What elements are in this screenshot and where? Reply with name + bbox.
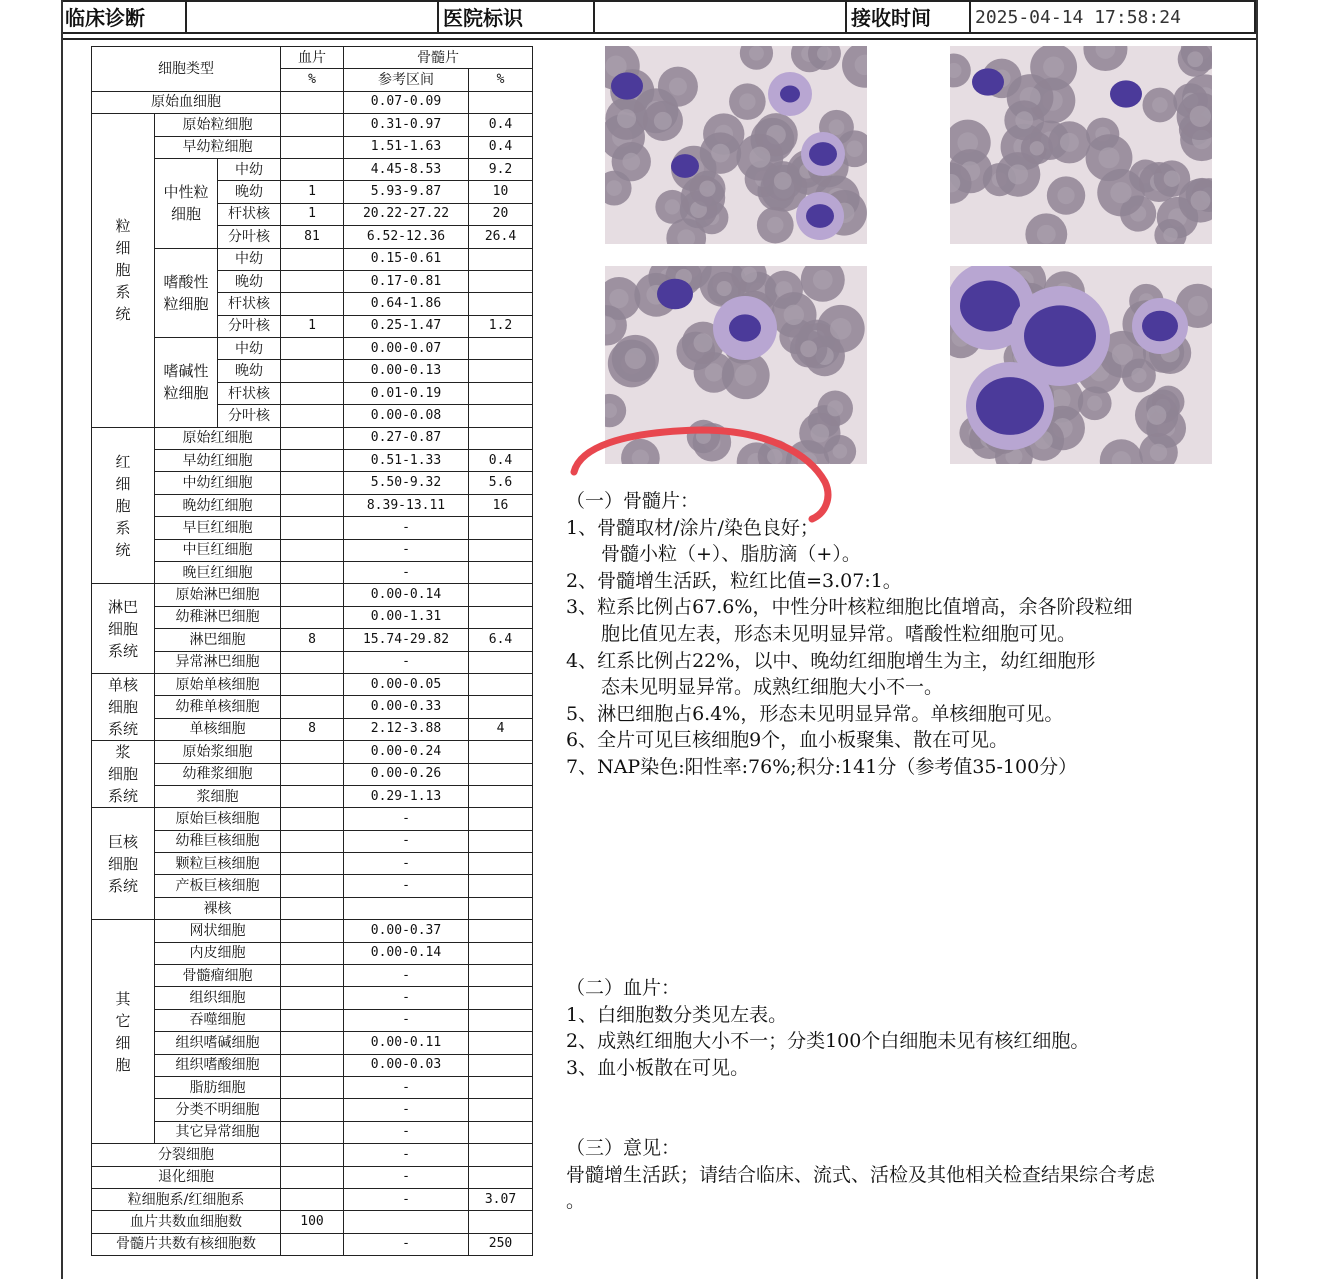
blood-pct-cell	[281, 673, 344, 695]
ref-range-cell: -	[344, 1009, 469, 1031]
ref-range-cell: 1.51-1.63	[344, 136, 469, 158]
blood-pct-cell	[281, 158, 344, 180]
cell-type-name: 中幼	[218, 248, 281, 270]
marrow-pct-cell: 0.4	[469, 450, 533, 472]
ref-range-cell: 0.00-1.31	[344, 606, 469, 628]
blood-pct-cell	[281, 338, 344, 360]
table-row	[92, 897, 533, 919]
table-row	[92, 763, 533, 785]
ref-range-cell: -	[344, 1188, 469, 1210]
table-row	[92, 472, 533, 494]
cell-type-name: 晚幼	[218, 270, 281, 292]
marrow-pct-cell	[469, 1032, 533, 1054]
cell-type-name: 骨髓瘤细胞	[155, 965, 281, 987]
ref-range-cell: 5.50-9.32	[344, 472, 469, 494]
marrow-pct-cell	[469, 808, 533, 830]
ref-range-cell: 5.93-9.87	[344, 181, 469, 203]
marrow-line: 骨髓小粒（+）、脂肪滴（+）。	[601, 543, 861, 566]
table-row	[92, 718, 533, 740]
group-neutrophil: 中性粒 细胞	[155, 158, 218, 248]
table-row	[92, 494, 533, 516]
marrow-pct-cell	[469, 561, 533, 583]
table-row	[92, 965, 533, 987]
ref-range-cell: -	[344, 1121, 469, 1143]
ref-range-cell: 4.45-8.53	[344, 158, 469, 180]
ref-range-cell: 0.00-0.14	[344, 584, 469, 606]
marrow-pct-cell	[469, 584, 533, 606]
blood-pct-cell	[281, 1032, 344, 1054]
table-row	[92, 987, 533, 1009]
blood-pct-cell	[281, 293, 344, 315]
blood-pct-cell: 81	[281, 226, 344, 248]
table-row	[92, 785, 533, 807]
cell-type-name: 原始单核细胞	[155, 673, 281, 695]
blood-line: 1、白细胞数分类见左表。	[566, 1003, 788, 1026]
blood-pct-cell	[281, 91, 344, 113]
group-plasma: 浆 细胞 系统	[92, 741, 155, 808]
ref-range-cell: -	[344, 987, 469, 1009]
micrograph-2	[950, 46, 1212, 244]
blood-pct-cell	[281, 1233, 344, 1255]
blood-pct-cell	[281, 965, 344, 987]
blood-pct-cell: 8	[281, 718, 344, 740]
marrow-pct-cell	[469, 91, 533, 113]
cell-type-name: 幼稚单核细胞	[155, 696, 281, 718]
marrow-pct-cell	[469, 360, 533, 382]
ref-range-cell: 0.00-0.13	[344, 360, 469, 382]
blood-pct-cell	[281, 830, 344, 852]
blood-pct-cell	[281, 584, 344, 606]
blood-pct-cell	[281, 427, 344, 449]
col-header-ref: 参考区间	[344, 69, 469, 91]
marrow-pct-cell	[469, 853, 533, 875]
marrow-pct-cell	[469, 987, 533, 1009]
marrow-pct-cell: 6.4	[469, 629, 533, 651]
marrow-line: 1、骨髓取材/涂片/染色良好；	[566, 516, 819, 539]
marrow-pct-cell	[469, 830, 533, 852]
col-header-marrow-pct: %	[469, 69, 533, 91]
blood-findings	[566, 975, 1089, 1081]
blood-pct-cell	[281, 1099, 344, 1121]
blood-pct-cell	[281, 808, 344, 830]
marrow-line: 7、NAP染色:阳性率:76%;积分:141分（参考值35-100分）	[566, 755, 1078, 778]
marrow-pct-cell: 9.2	[469, 158, 533, 180]
table-row	[92, 248, 533, 270]
cell-type-name: 杆状核	[218, 203, 281, 225]
marrow-pct-cell	[469, 763, 533, 785]
ref-range-cell: 0.31-0.97	[344, 114, 469, 136]
ref-range-cell: -	[344, 1233, 469, 1255]
cell-type-name: 早幼红细胞	[155, 450, 281, 472]
cell-type-name: 组织嗜酸细胞	[155, 1054, 281, 1076]
ref-range-cell: 0.64-1.86	[344, 293, 469, 315]
table-row	[92, 1166, 533, 1188]
cell-type-name: 退化细胞	[92, 1166, 281, 1188]
marrow-pct-cell	[469, 1076, 533, 1098]
marrow-pct-cell: 250	[469, 1233, 533, 1255]
blood-pct-cell	[281, 494, 344, 516]
blood-pct-cell	[281, 897, 344, 919]
ref-range-cell: 0.01-0.19	[344, 382, 469, 404]
blood-pct-cell	[281, 1054, 344, 1076]
ref-range-cell: -	[344, 808, 469, 830]
micrograph-3	[605, 266, 867, 464]
marrow-pct-cell	[469, 270, 533, 292]
table-row	[92, 673, 533, 695]
group-granulocyte: 粒 细 胞 系 统	[92, 114, 155, 427]
blood-title: （二）血片：	[566, 977, 681, 999]
cell-type-name: 原始血细胞	[92, 91, 281, 113]
ref-range-cell: 0.00-0.14	[344, 942, 469, 964]
table-row	[92, 606, 533, 628]
cell-type-name: 异常淋巴细胞	[155, 651, 281, 673]
ref-range-cell: 0.00-0.26	[344, 763, 469, 785]
cell-type-name: 中幼	[218, 338, 281, 360]
blood-pct-cell: 8	[281, 629, 344, 651]
col-header-marrow: 骨髓片	[344, 47, 533, 69]
table-row	[92, 338, 533, 360]
ref-range-cell: 0.00-0.07	[344, 338, 469, 360]
cell-type-name: 原始粒细胞	[155, 114, 281, 136]
ref-range-cell: 0.00-0.08	[344, 405, 469, 427]
table-row	[92, 1054, 533, 1076]
blood-line: 2、成熟红细胞大小不一；分类100个白细胞未见有核红细胞。	[566, 1030, 1090, 1053]
group-basophil: 嗜碱性 粒细胞	[155, 338, 218, 428]
blood-pct-cell	[281, 1076, 344, 1098]
ref-range-cell: -	[344, 1144, 469, 1166]
table-row	[92, 1099, 533, 1121]
blood-pct-cell	[281, 539, 344, 561]
micrograph-4	[950, 266, 1212, 464]
table-row	[92, 830, 533, 852]
group-lymph: 淋巴 细胞 系统	[92, 584, 155, 674]
cell-type-name: 原始浆细胞	[155, 741, 281, 763]
ref-range-cell	[344, 897, 469, 919]
table-row	[92, 1009, 533, 1031]
hospital-id-label: 医院标识	[439, 0, 595, 34]
cell-type-name: 淋巴细胞	[155, 629, 281, 651]
blood-pct-cell	[281, 382, 344, 404]
table-row	[92, 808, 533, 830]
blood-pct-cell	[281, 1144, 344, 1166]
cell-type-name: 其它异常细胞	[155, 1121, 281, 1143]
marrow-pct-cell: 0.4	[469, 114, 533, 136]
blood-pct-cell	[281, 270, 344, 292]
blood-pct-cell	[281, 741, 344, 763]
blood-pct-cell: 1	[281, 181, 344, 203]
ref-range-cell: -	[344, 853, 469, 875]
marrow-pct-cell	[469, 920, 533, 942]
cell-type-name: 组织嗜碱细胞	[155, 1032, 281, 1054]
ref-range-cell: -	[344, 1076, 469, 1098]
ref-range-cell: 0.51-1.33	[344, 450, 469, 472]
blood-pct-cell	[281, 248, 344, 270]
group-mono: 单核 细胞 系统	[92, 673, 155, 740]
marrow-pct-cell	[469, 1009, 533, 1031]
blood-pct-cell	[281, 450, 344, 472]
receive-time-value: 2025-04-14 17:58:24	[971, 0, 1256, 34]
marrow-pct-cell: 10	[469, 181, 533, 203]
ref-range-cell: -	[344, 875, 469, 897]
ref-range-cell: 0.25-1.47	[344, 315, 469, 337]
cell-type-name: 原始淋巴细胞	[155, 584, 281, 606]
table-row	[92, 741, 533, 763]
opinion	[566, 1135, 1155, 1215]
table-row	[92, 517, 533, 539]
marrow-line: 3、粒系比例占67.6%，中性分叶核粒细胞比值增高，余各阶段粒细	[566, 596, 1133, 619]
table-row	[92, 584, 533, 606]
marrow-pct-cell	[469, 248, 533, 270]
group-other: 其 它 细 胞	[92, 920, 155, 1144]
ref-range-cell: 0.15-0.61	[344, 248, 469, 270]
blood-pct-cell	[281, 696, 344, 718]
marrow-line: 6、全片可见巨核细胞9个，血小板聚集、散在可见。	[566, 729, 1009, 752]
table-row	[92, 91, 533, 113]
cell-type-name: 晚幼	[218, 360, 281, 382]
cell-type-name: 原始巨核细胞	[155, 808, 281, 830]
blood-pct-cell	[281, 763, 344, 785]
marrow-pct-cell: 1.2	[469, 315, 533, 337]
marrow-title: （一）骨髓片：	[566, 490, 700, 512]
marrow-line: 胞比值见左表，形态未见明显异常。嗜酸性粒细胞可见。	[601, 622, 1077, 645]
marrow-pct-cell	[469, 1166, 533, 1188]
marrow-pct-cell: 4	[469, 718, 533, 740]
blood-pct-cell	[281, 517, 344, 539]
ref-range-cell: 6.52-12.36	[344, 226, 469, 248]
group-erythroid: 红 细 胞 系 统	[92, 427, 155, 584]
blood-pct-cell	[281, 987, 344, 1009]
blood-pct-cell	[281, 1166, 344, 1188]
group-mega: 巨核 细胞 系统	[92, 808, 155, 920]
marrow-pct-cell	[469, 427, 533, 449]
marrow-line: 4、红系比例占22%，以中、晚幼红细胞增生为主，幼红细胞形	[566, 649, 1096, 672]
ref-range-cell: 20.22-27.22	[344, 203, 469, 225]
marrow-pct-cell	[469, 897, 533, 919]
marrow-line: 5、淋巴细胞占6.4%，形态未见明显异常。单核细胞可见。	[566, 702, 1064, 725]
blood-pct-cell	[281, 651, 344, 673]
blood-pct-cell: 1	[281, 203, 344, 225]
ref-range-cell: -	[344, 561, 469, 583]
marrow-pct-cell: 3.07	[469, 1188, 533, 1210]
cell-type-name: 分叶核	[218, 405, 281, 427]
opinion-line: 骨髓增生活跃；请结合临床、流式、活检及其他相关检查结果综合考虑	[566, 1163, 1156, 1186]
group-eosinophil: 嗜酸性 粒细胞	[155, 248, 218, 338]
marrow-pct-cell	[469, 942, 533, 964]
opinion-title: （三）意见：	[566, 1137, 681, 1159]
table-row	[92, 1076, 533, 1098]
marrow-pct-cell	[469, 651, 533, 673]
blood-pct-cell	[281, 360, 344, 382]
blood-pct-cell	[281, 942, 344, 964]
table-row	[92, 136, 533, 158]
marrow-pct-cell: 20	[469, 203, 533, 225]
cell-type-name: 早巨红细胞	[155, 517, 281, 539]
marrow-pct-cell	[469, 517, 533, 539]
marrow-pct-cell	[469, 539, 533, 561]
ref-range-cell: 0.00-0.37	[344, 920, 469, 942]
col-header-blood: 血片	[281, 47, 344, 69]
cell-type-name: 浆细胞	[155, 785, 281, 807]
ref-range-cell: 2.12-3.88	[344, 718, 469, 740]
blood-pct-cell: 1	[281, 315, 344, 337]
ref-range-cell: 0.00-0.03	[344, 1054, 469, 1076]
cell-type-name: 分类不明细胞	[155, 1099, 281, 1121]
marrow-pct-cell	[469, 673, 533, 695]
ref-range-cell: -	[344, 1166, 469, 1188]
table-row	[92, 1032, 533, 1054]
ref-range-cell: -	[344, 517, 469, 539]
table-row	[92, 629, 533, 651]
marrow-pct-cell	[469, 1121, 533, 1143]
marrow-pct-cell	[469, 338, 533, 360]
table-row	[92, 942, 533, 964]
ref-range-cell: 0.00-0.05	[344, 673, 469, 695]
col-header-celltype: 细胞类型	[92, 47, 281, 92]
cell-type-name: 颗粒巨核细胞	[155, 853, 281, 875]
blood-pct-cell	[281, 920, 344, 942]
table-row	[92, 651, 533, 673]
receive-time-label: 接收时间	[847, 0, 971, 34]
cell-type-name: 原始红细胞	[155, 427, 281, 449]
table-row	[92, 853, 533, 875]
marrow-pct-cell	[469, 741, 533, 763]
ref-range-cell: -	[344, 1099, 469, 1121]
blood-pct-cell	[281, 114, 344, 136]
cell-type-name: 组织细胞	[155, 987, 281, 1009]
cell-type-name: 中幼红细胞	[155, 472, 281, 494]
blood-line: 3、血小板散在可见。	[566, 1056, 750, 1079]
blood-pct-cell	[281, 785, 344, 807]
table-row	[92, 158, 533, 180]
table-row	[92, 1211, 533, 1233]
blood-pct-cell	[281, 1009, 344, 1031]
cell-type-name: 晚幼	[218, 181, 281, 203]
table-row	[92, 696, 533, 718]
marrow-pct-cell	[469, 696, 533, 718]
marrow-pct-cell	[469, 382, 533, 404]
marrow-pct-cell	[469, 1144, 533, 1166]
table-row	[92, 539, 533, 561]
marrow-pct-cell: 0.4	[469, 136, 533, 158]
cell-type-name: 分叶核	[218, 315, 281, 337]
marrow-pct-cell	[469, 1054, 533, 1076]
table-row	[92, 1233, 533, 1255]
cell-type-name: 分叶核	[218, 226, 281, 248]
ref-range-cell	[344, 1211, 469, 1233]
ref-range-cell: -	[344, 965, 469, 987]
ref-range-cell: 0.00-0.11	[344, 1032, 469, 1054]
marrow-line: 2、骨髓增生活跃，粒红比值=3.07:1。	[566, 569, 902, 592]
marrow-pct-cell: 5.6	[469, 472, 533, 494]
table-row	[92, 427, 533, 449]
marrow-pct-cell	[469, 1099, 533, 1121]
ref-range-cell: 0.17-0.81	[344, 270, 469, 292]
ref-range-cell: -	[344, 539, 469, 561]
blood-pct-cell	[281, 853, 344, 875]
marrow-pct-cell	[469, 965, 533, 987]
ref-range-cell: 0.29-1.13	[344, 785, 469, 807]
cell-type-name: 吞噬细胞	[155, 1009, 281, 1031]
opinion-line: 。	[566, 1190, 586, 1213]
table-row	[92, 875, 533, 897]
marrow-pct-cell	[469, 405, 533, 427]
cell-type-name: 单核细胞	[155, 718, 281, 740]
cell-type-name: 脂肪细胞	[155, 1076, 281, 1098]
ref-range-cell: -	[344, 830, 469, 852]
cell-type-name: 幼稚浆细胞	[155, 763, 281, 785]
blood-pct-cell	[281, 606, 344, 628]
marrow-findings	[566, 488, 1132, 781]
cell-type-name: 幼稚淋巴细胞	[155, 606, 281, 628]
table-row	[92, 561, 533, 583]
blood-pct-cell	[281, 1188, 344, 1210]
table-row	[92, 114, 533, 136]
marrow-pct-cell	[469, 785, 533, 807]
cell-type-name: 血片共数血细胞数	[92, 1211, 281, 1233]
cell-type-name: 晚幼红细胞	[155, 494, 281, 516]
cell-type-name: 网状细胞	[155, 920, 281, 942]
ref-range-cell: -	[344, 651, 469, 673]
ref-range-cell: 0.07-0.09	[344, 91, 469, 113]
cell-type-name: 幼稚巨核细胞	[155, 830, 281, 852]
blood-pct-cell	[281, 136, 344, 158]
ref-range-cell: 8.39-13.11	[344, 494, 469, 516]
cell-type-name: 中幼	[218, 158, 281, 180]
cell-type-name: 杆状核	[218, 382, 281, 404]
cell-count-table	[91, 46, 533, 1256]
cell-type-name: 粒细胞系/红细胞系	[92, 1188, 281, 1210]
micrograph-1	[605, 46, 867, 244]
col-header-blood-pct: %	[281, 69, 344, 91]
marrow-line: 态未见明显异常。成熟红细胞大小不一。	[601, 676, 944, 699]
blood-pct-cell	[281, 1121, 344, 1143]
cell-type-name: 分裂细胞	[92, 1144, 281, 1166]
blood-pct-cell	[281, 405, 344, 427]
ref-range-cell: 0.27-0.87	[344, 427, 469, 449]
cell-type-name: 裸核	[155, 897, 281, 919]
ref-range-cell: 0.00-0.24	[344, 741, 469, 763]
table-row	[92, 450, 533, 472]
clinical-diagnosis-label: 临床诊断	[61, 0, 187, 34]
marrow-pct-cell	[469, 606, 533, 628]
blood-pct-cell	[281, 472, 344, 494]
ref-range-cell: 0.00-0.33	[344, 696, 469, 718]
cell-type-name: 产板巨核细胞	[155, 875, 281, 897]
blood-pct-cell	[281, 561, 344, 583]
blood-pct-cell: 100	[281, 1211, 344, 1233]
cell-type-name: 早幼粒细胞	[155, 136, 281, 158]
marrow-pct-cell	[469, 1211, 533, 1233]
marrow-pct-cell	[469, 875, 533, 897]
table-row	[92, 1121, 533, 1143]
marrow-pct-cell	[469, 293, 533, 315]
cell-type-name: 内皮细胞	[155, 942, 281, 964]
marrow-pct-cell: 26.4	[469, 226, 533, 248]
ref-range-cell: 15.74-29.82	[344, 629, 469, 651]
blood-pct-cell	[281, 875, 344, 897]
cell-type-name: 中巨红细胞	[155, 539, 281, 561]
marrow-pct-cell: 16	[469, 494, 533, 516]
table-row	[92, 1188, 533, 1210]
cell-type-name: 骨髓片共数有核细胞数	[92, 1233, 281, 1255]
table-row	[92, 47, 533, 69]
cell-type-name: 晚巨红细胞	[155, 561, 281, 583]
table-row	[92, 1144, 533, 1166]
table-row	[92, 920, 533, 942]
cell-type-name: 杆状核	[218, 293, 281, 315]
